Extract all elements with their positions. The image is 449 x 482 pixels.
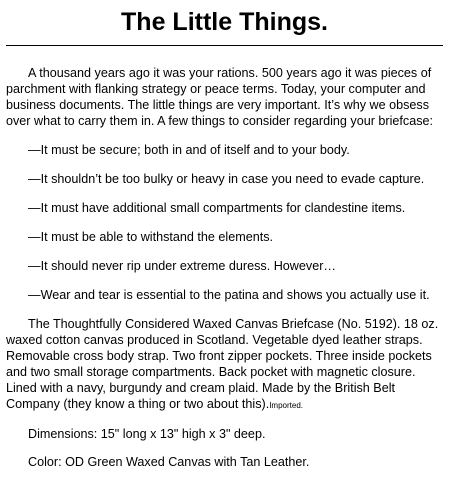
consideration-item-compartments: —It must have additional small compartments for clandestine items.: [28, 201, 406, 215]
intro-paragraph: A thousand years ago it was your rations. 500 years ago it was pieces of parchment with flanking strategy or peace terms. Today, your computer and business documents. The little things are very important. It’s why we obsess over what to carry them in. A few things to consider regarding your briefcase:: [6, 66, 433, 128]
product-description: [6, 316, 446, 414]
consideration-item-secure: —It must be secure; both in and of itself and to your body.: [28, 143, 350, 157]
product-color: Color: OD Green Waxed Canvas with Tan Leather.: [28, 455, 310, 469]
title-divider: [6, 45, 443, 46]
consideration-item-duress: —It should never rip under extreme duress. However…: [28, 259, 336, 273]
imported-note: Imported.: [269, 401, 303, 410]
consideration-item-bulk: —It shouldn’t be too bulky or heavy in case you need to evade capture.: [28, 172, 425, 186]
product-description-text: The Thoughtfully Considered Waxed Canvas Briefcase (No. 5192). 18 oz. waxed cotton canvas produced in Scotland. Vegetable dyed leather straps. Removable cross body strap. Two front zipper pockets. Three inside pockets and two small storage compartments. Back pocket with magnetic closure. Lined with a navy, burgundy and cream plaid. Made by the British Belt Company (they know a thing or two about this).: [6, 317, 439, 411]
page-title: The Little Things.: [121, 8, 328, 36]
consideration-item-patina: —Wear and tear is essential to the patina and shows you actually use it.: [28, 288, 430, 302]
article-body: [6, 65, 446, 482]
product-dimensions: Dimensions: 15" long x 13" high x 3" deep.: [28, 427, 266, 441]
consideration-item-elements: —It must be able to withstand the elements.: [28, 230, 274, 244]
